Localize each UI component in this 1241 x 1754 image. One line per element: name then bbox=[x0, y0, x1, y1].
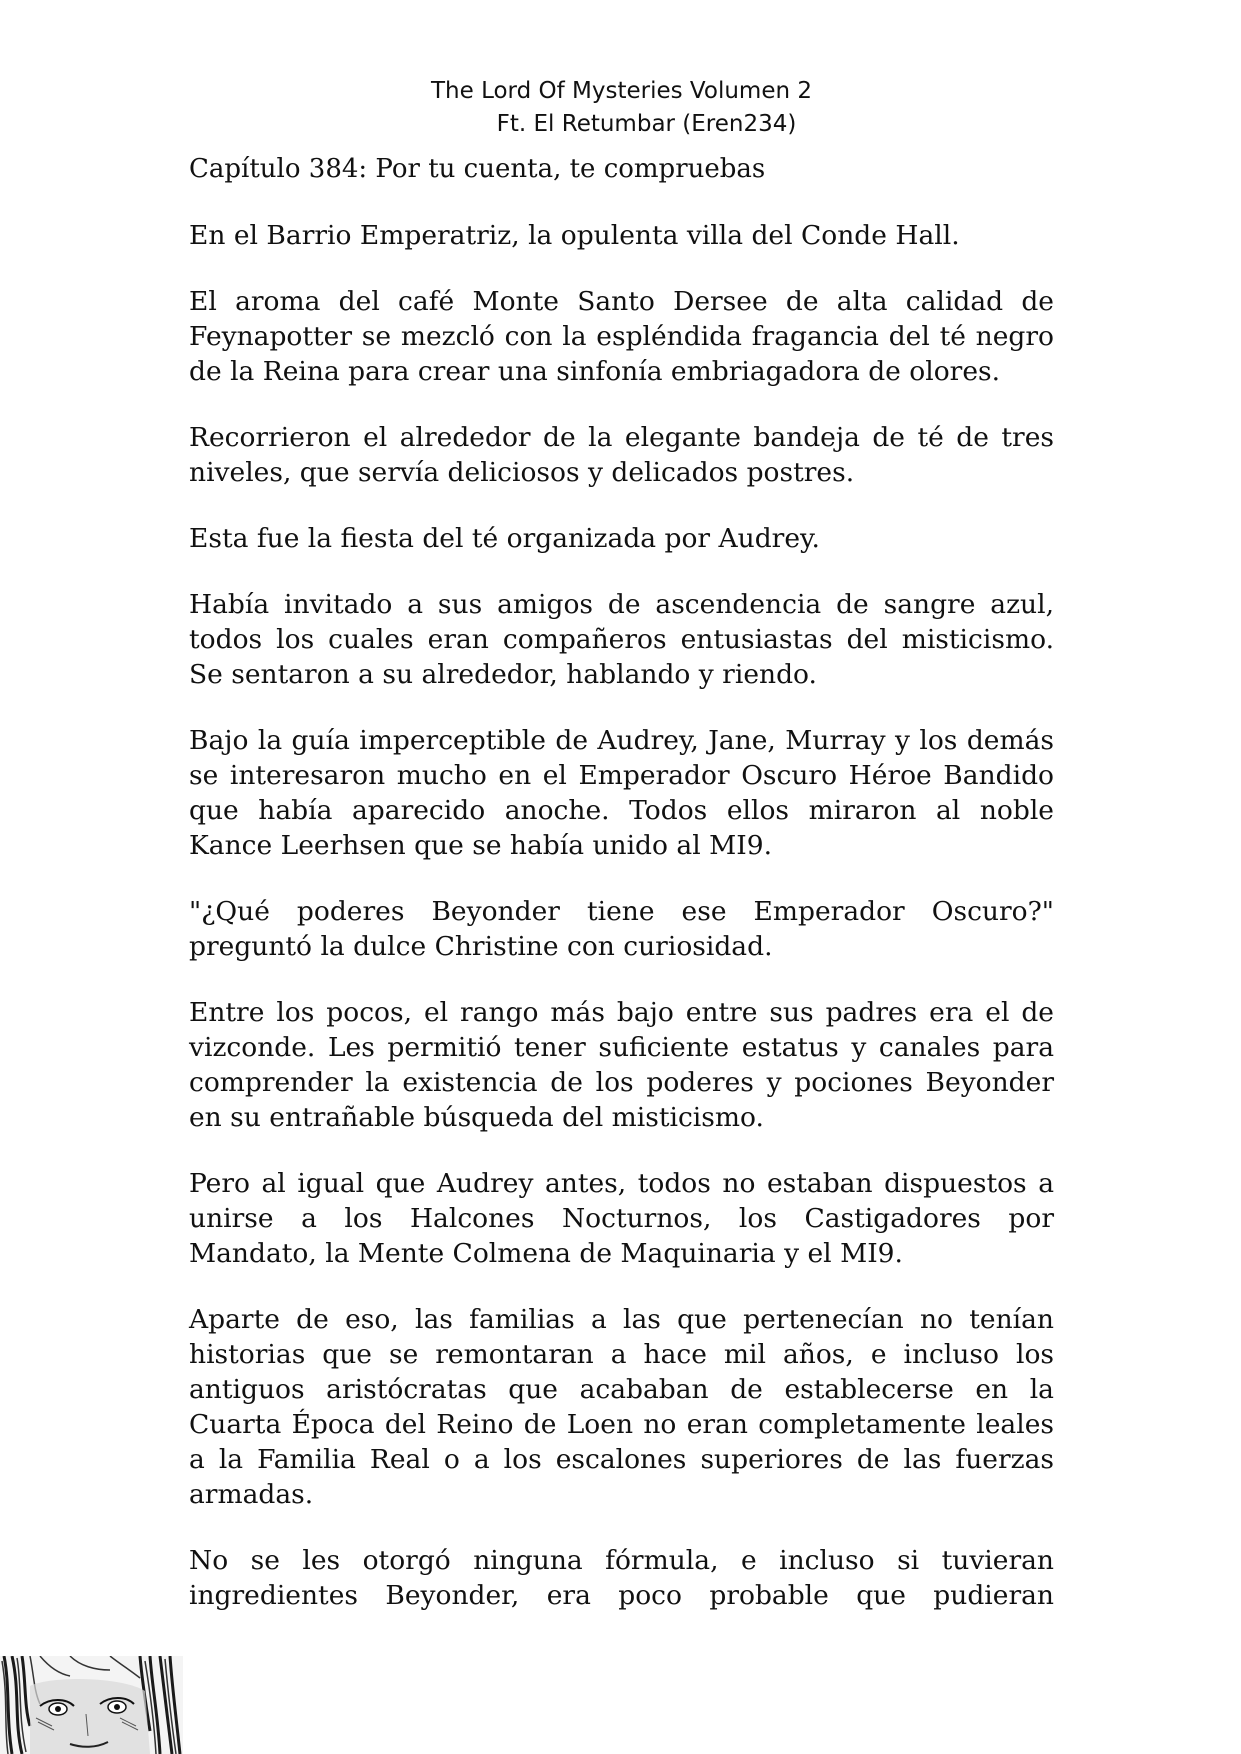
paragraph: El aroma del café Monte Santo Dersee de alta calidad de Feynapotter se mezcló con la espléndida fragancia del té negro de la Reina para crear una sinfonía embriagadora de olores. bbox=[189, 286, 1054, 387]
paragraph: Entre los pocos, el rango más bajo entre sus padres era el de vizconde. Les permitió tener suficiente estatus y canales para comprender la existencia de los poderes y pociones Beyonder en su entrañable búsqueda del misticismo. bbox=[189, 997, 1054, 1133]
chapter-body bbox=[189, 218, 1054, 1613]
chapter-title: Capítulo 384: Por tu cuenta, te compruebas bbox=[189, 154, 766, 184]
header-translator-credit: Ft. El Retumbar (Eren234) bbox=[496, 111, 797, 137]
page-header bbox=[0, 75, 1241, 141]
paragraph: Bajo la guía imperceptible de Audrey, Jane, Murray y los demás se interesaron mucho en el Emperador Oscuro Héroe Bandido que había aparecido anoche. Todos ellos miraron al noble Kance Leerhsen que se había unido al MI9. bbox=[189, 725, 1054, 861]
paragraph: Había invitado a sus amigos de ascendencia de sangre azul, todos los cuales eran compañeros entusiastas del misticismo. Se sentaron a su alrededor, hablando y riendo. bbox=[189, 589, 1054, 690]
manga-character-portrait-icon bbox=[0, 1656, 183, 1754]
paragraph: En el Barrio Emperatriz, la opulenta villa del Conde Hall. bbox=[189, 220, 960, 251]
paragraph: "¿Qué poderes Beyonder tiene ese Emperador Oscuro?" preguntó la dulce Christine con curiosidad. bbox=[189, 896, 1054, 962]
paragraph: Aparte de eso, las familias a las que pertenecían no tenían historias que se remontaran a hace mil años, e incluso los antiguos aristócratas que acababan de establecerse en la Cuarta Época del Reino de Loen no eran completamente leales a la Familia Real o a los escalones superiores de las fuerzas armadas. bbox=[189, 1304, 1054, 1510]
header-series-title: The Lord Of Mysteries Volumen 2 bbox=[430, 78, 812, 104]
paragraph: Pero al igual que Audrey antes, todos no estaban dispuestos a unirse a los Halcones Nocturnos, los Castigadores por Mandato, la Mente Colmena de Maquinaria y el MI9. bbox=[189, 1168, 1054, 1269]
paragraph: Esta fue la fiesta del té organizada por Audrey. bbox=[189, 523, 820, 554]
paragraph: Recorrieron el alrededor de la elegante bandeja de té de tres niveles, que servía deliciosos y delicados postres. bbox=[189, 422, 1054, 488]
paragraph: No se les otorgó ninguna fórmula, e incluso si tuvieran ingredientes Beyonder, era poco probable que pudieran bbox=[189, 1545, 1054, 1611]
